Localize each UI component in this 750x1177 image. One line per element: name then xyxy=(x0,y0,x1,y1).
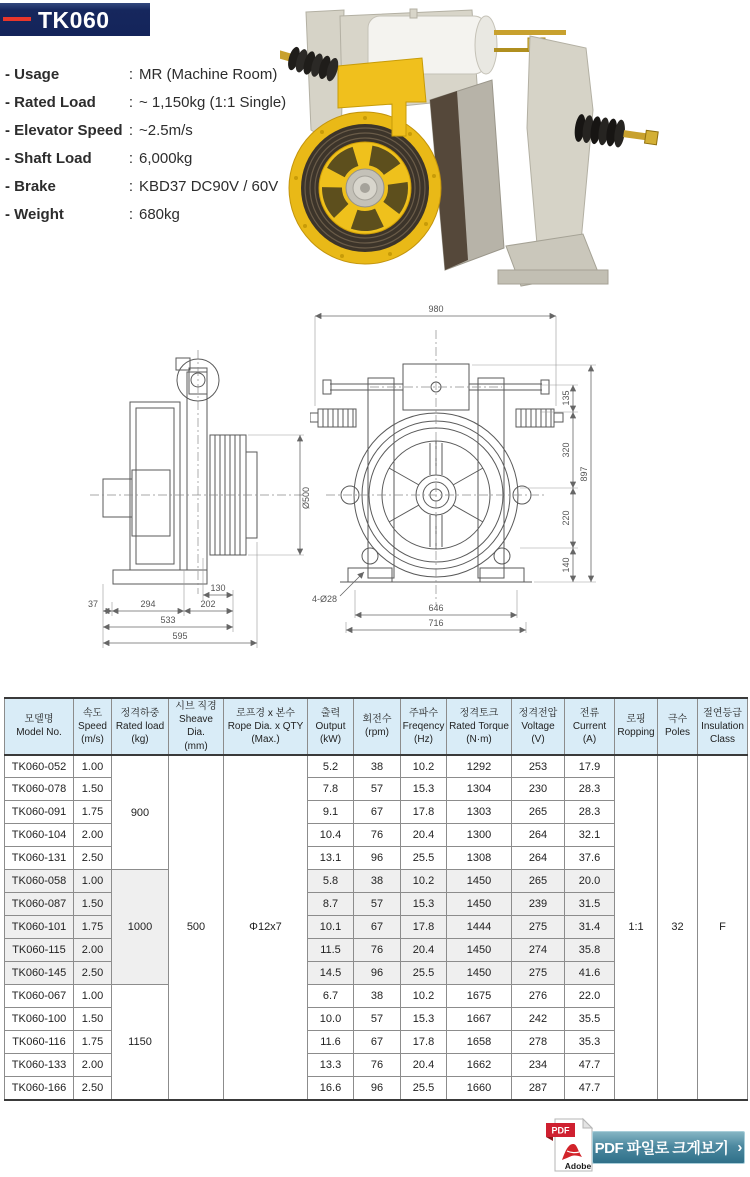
cell-voltage: 287 xyxy=(512,1077,565,1100)
col-header-ropping: 로핑 Ropping xyxy=(615,698,658,755)
spec-row-rated-load: - Rated Load : ~ 1,150kg (1:1 Single) xyxy=(5,88,355,116)
cell-frequency: 17.8 xyxy=(401,1031,447,1054)
cell-frequency: 17.8 xyxy=(401,801,447,824)
cell-current: 32.1 xyxy=(565,824,615,847)
cell-rpm: 38 xyxy=(354,755,401,778)
cell-torque: 1450 xyxy=(447,893,512,916)
cell-frequency: 15.3 xyxy=(401,1008,447,1031)
cell-sheave-dia: 500 xyxy=(169,755,224,1100)
spec-table-body xyxy=(5,755,748,1100)
cell-rpm: 38 xyxy=(354,870,401,893)
dim-label-202: 202 xyxy=(200,599,216,609)
cell-torque: 1658 xyxy=(447,1031,512,1054)
cell-output: 6.7 xyxy=(308,985,354,1008)
cell-frequency: 15.3 xyxy=(401,778,447,801)
cell-torque: 1660 xyxy=(447,1077,512,1100)
cell-model: TK060-078 xyxy=(5,778,74,801)
spec-value: MR (Machine Room) xyxy=(139,65,278,83)
col-header-rated-load: 정격하중 Rated load (kg) xyxy=(112,698,169,755)
cell-voltage: 265 xyxy=(512,801,565,824)
machine-base xyxy=(498,234,608,286)
col-header-rated-torque: 정격토크 Rated Torque (N·m) xyxy=(447,698,512,755)
cell-speed: 1.50 xyxy=(74,778,112,801)
cell-voltage: 275 xyxy=(512,962,565,985)
cell-torque: 1308 xyxy=(447,847,512,870)
cell-output: 10.1 xyxy=(308,916,354,939)
cell-model: TK060-145 xyxy=(5,962,74,985)
cell-current: 31.4 xyxy=(565,916,615,939)
cell-model: TK060-101 xyxy=(5,916,74,939)
cell-ropping: 1:1 xyxy=(615,755,658,1100)
dim-label-dia500: Ø500 xyxy=(301,486,311,510)
col-header-current: 전류 Current (A) xyxy=(565,698,615,755)
cell-model: TK060-067 xyxy=(5,985,74,1008)
cell-frequency: 10.2 xyxy=(401,985,447,1008)
cell-model: TK060-116 xyxy=(5,1031,74,1054)
dim-label-533: 533 xyxy=(160,615,176,625)
drawing-front-view xyxy=(310,300,615,690)
pdf-tab-shadow xyxy=(546,1137,553,1141)
cell-rpm: 57 xyxy=(354,778,401,801)
cell-frequency: 20.4 xyxy=(401,1054,447,1077)
dim-label-980: 980 xyxy=(428,304,444,314)
cell-output: 5.2 xyxy=(308,755,354,778)
cell-speed: 2.00 xyxy=(74,1054,112,1077)
dim-label-320: 320 xyxy=(561,442,571,458)
pdf-tab-label: PDF xyxy=(551,1125,570,1136)
cell-rpm: 96 xyxy=(354,962,401,985)
cell-torque: 1292 xyxy=(447,755,512,778)
spec-value: 680kg xyxy=(139,205,180,223)
dim-label-220: 220 xyxy=(561,510,571,526)
cell-rpm: 67 xyxy=(354,801,401,824)
cell-current: 37.6 xyxy=(565,847,615,870)
right-bracket xyxy=(527,36,593,264)
dim-label-646: 646 xyxy=(428,603,444,613)
sheave-wheel xyxy=(289,112,441,264)
cell-frequency: 17.8 xyxy=(401,916,447,939)
cell-model: TK060-166 xyxy=(5,1077,74,1100)
dim-label-135: 135 xyxy=(561,390,571,406)
dim-label-595: 595 xyxy=(172,631,188,641)
cell-output: 5.8 xyxy=(308,870,354,893)
cell-speed: 2.00 xyxy=(74,939,112,962)
cell-current: 31.5 xyxy=(565,893,615,916)
cell-model: TK060-058 xyxy=(5,870,74,893)
cell-speed: 1.50 xyxy=(74,1008,112,1031)
cell-model: TK060-087 xyxy=(5,893,74,916)
cell-rpm: 96 xyxy=(354,847,401,870)
cell-output: 13.1 xyxy=(308,847,354,870)
cell-current: 28.3 xyxy=(565,778,615,801)
cell-current: 41.6 xyxy=(565,962,615,985)
drawing-side-view xyxy=(50,302,340,670)
cell-speed: 1.00 xyxy=(74,870,112,893)
cell-rpm: 96 xyxy=(354,1077,401,1100)
cell-voltage: 234 xyxy=(512,1054,565,1077)
pdf-brand-label: Adobe xyxy=(564,1161,592,1171)
chevron-right-icon: › xyxy=(737,1139,743,1156)
cell-frequency: 20.4 xyxy=(401,939,447,962)
dim-label-716: 716 xyxy=(428,618,444,628)
cell-speed: 2.50 xyxy=(74,1077,112,1100)
spec-label: - Rated Load xyxy=(5,93,96,111)
cell-current: 35.5 xyxy=(565,1008,615,1031)
cell-torque: 1450 xyxy=(447,962,512,985)
cell-voltage: 230 xyxy=(512,778,565,801)
cell-voltage: 276 xyxy=(512,985,565,1008)
cell-voltage: 264 xyxy=(512,824,565,847)
cell-insulation: F xyxy=(698,755,748,1100)
pdf-page-fold xyxy=(583,1119,592,1128)
spec-row-usage: - Usage : MR (Machine Room) xyxy=(5,60,355,88)
cell-voltage: 275 xyxy=(512,916,565,939)
cell-model: TK060-100 xyxy=(5,1008,74,1031)
cell-model: TK060-104 xyxy=(5,824,74,847)
col-header-model: 모델명 Model No. xyxy=(5,698,74,755)
title-accent-dash xyxy=(3,17,31,21)
cell-voltage: 274 xyxy=(512,939,565,962)
cell-speed: 1.75 xyxy=(74,1031,112,1054)
cell-rated-load: 900 xyxy=(112,755,169,870)
dim-label-140: 140 xyxy=(561,557,571,573)
cell-rated-load: 1000 xyxy=(112,870,169,985)
spec-row-shaft-load: - Shaft Load : 6,000kg xyxy=(5,144,355,172)
rope-drum xyxy=(430,80,504,270)
spec-value: ~2.5m/s xyxy=(139,121,193,139)
cell-current: 47.7 xyxy=(565,1077,615,1100)
spec-row-weight: - Weight : 680kg xyxy=(5,200,355,228)
col-header-rope: 로프경 x 본수 Rope Dia. x QTY (Max.) xyxy=(224,698,308,755)
cell-model: TK060-133 xyxy=(5,1054,74,1077)
dim-label-130: 130 xyxy=(210,583,226,593)
cell-voltage: 264 xyxy=(512,847,565,870)
cell-current: 20.0 xyxy=(565,870,615,893)
spec-label: - Elevator Speed xyxy=(5,121,123,139)
spec-value: ~ 1,150kg (1:1 Single) xyxy=(139,93,287,111)
cell-torque: 1444 xyxy=(447,916,512,939)
cell-current: 35.3 xyxy=(565,1031,615,1054)
cell-voltage: 239 xyxy=(512,893,565,916)
col-header-poles: 극수 Poles xyxy=(658,698,698,755)
cell-voltage: 242 xyxy=(512,1008,565,1031)
cell-output: 13.3 xyxy=(308,1054,354,1077)
spec-table-head xyxy=(5,698,748,755)
cell-speed: 1.75 xyxy=(74,916,112,939)
cell-speed: 2.50 xyxy=(74,962,112,985)
cell-current: 35.8 xyxy=(565,939,615,962)
cell-model: TK060-131 xyxy=(5,847,74,870)
col-header-voltage: 정격전압 Voltage (V) xyxy=(512,698,565,755)
cell-rpm: 57 xyxy=(354,1008,401,1031)
cell-model: TK060-052 xyxy=(5,755,74,778)
cell-speed: 2.00 xyxy=(74,824,112,847)
cell-output: 10.4 xyxy=(308,824,354,847)
cell-torque: 1450 xyxy=(447,870,512,893)
cell-frequency: 25.5 xyxy=(401,1077,447,1100)
spec-label: - Weight xyxy=(5,205,64,223)
cell-current: 47.7 xyxy=(565,1054,615,1077)
col-header-frequency: 주파수 Freqency (Hz) xyxy=(401,698,447,755)
spec-label: - Brake xyxy=(5,177,56,195)
pdf-button-label: PDF 파일로 크게보기 xyxy=(594,1140,729,1157)
cell-current: 17.9 xyxy=(565,755,615,778)
cell-torque: 1300 xyxy=(447,824,512,847)
cell-model: TK060-115 xyxy=(5,939,74,962)
col-header-speed: 속도 Speed (m/s) xyxy=(74,698,112,755)
cell-speed: 1.50 xyxy=(74,893,112,916)
spec-label: - Shaft Load xyxy=(5,149,92,167)
cell-voltage: 278 xyxy=(512,1031,565,1054)
cell-output: 11.5 xyxy=(308,939,354,962)
cell-rpm: 76 xyxy=(354,1054,401,1077)
cell-rpm: 76 xyxy=(354,939,401,962)
spec-table xyxy=(4,697,748,1101)
cell-current: 22.0 xyxy=(565,985,615,1008)
cell-poles: 32 xyxy=(658,755,698,1100)
cell-output: 16.6 xyxy=(308,1077,354,1100)
cell-model: TK060-091 xyxy=(5,801,74,824)
cell-frequency: 10.2 xyxy=(401,755,447,778)
cell-speed: 1.75 xyxy=(74,801,112,824)
cell-output: 8.7 xyxy=(308,893,354,916)
spec-table-section xyxy=(4,697,748,1101)
cell-voltage: 265 xyxy=(512,870,565,893)
cell-torque: 1303 xyxy=(447,801,512,824)
cell-rpm: 67 xyxy=(354,916,401,939)
cell-torque: 1675 xyxy=(447,985,512,1008)
page-title: TK060 xyxy=(38,7,110,33)
cell-rpm: 38 xyxy=(354,985,401,1008)
cell-current: 28.3 xyxy=(565,801,615,824)
side-view-machine xyxy=(90,350,305,594)
left-spring-drawing xyxy=(310,409,356,427)
page-title-bar xyxy=(0,3,150,36)
cell-torque: 1667 xyxy=(447,1008,512,1031)
spec-row-brake: - Brake : KBD37 DC90V / 60V xyxy=(5,172,355,200)
cell-voltage: 253 xyxy=(512,755,565,778)
col-header-sheave-dia: 시브 직경 Sheave Dia. (mm) xyxy=(169,698,224,755)
cell-output: 10.0 xyxy=(308,1008,354,1031)
cell-output: 14.5 xyxy=(308,962,354,985)
pdf-file-icon[interactable] xyxy=(545,1116,595,1174)
pdf-view-button[interactable] xyxy=(592,1131,745,1164)
cell-rpm: 67 xyxy=(354,1031,401,1054)
cell-torque: 1304 xyxy=(447,778,512,801)
cell-frequency: 15.3 xyxy=(401,893,447,916)
front-view-machine xyxy=(310,330,563,605)
cell-rpm: 76 xyxy=(354,824,401,847)
cell-frequency: 25.5 xyxy=(401,962,447,985)
cell-output: 9.1 xyxy=(308,801,354,824)
cell-rpm: 57 xyxy=(354,893,401,916)
col-header-output: 출력 Output (kW) xyxy=(308,698,354,755)
cell-speed: 2.50 xyxy=(74,847,112,870)
spec-row-elevator-speed: - Elevator Speed : ~2.5m/s xyxy=(5,116,355,144)
spec-value: 6,000kg xyxy=(139,149,193,167)
col-header-rpm: 회전수 (rpm) xyxy=(354,698,401,755)
col-header-insulation: 절연등급 Insulation Class xyxy=(698,698,748,755)
cell-speed: 1.00 xyxy=(74,985,112,1008)
cell-torque: 1662 xyxy=(447,1054,512,1077)
side-view-dimensions xyxy=(88,435,311,648)
cell-frequency: 20.4 xyxy=(401,824,447,847)
product-photo xyxy=(280,8,750,293)
cell-output: 11.6 xyxy=(308,1031,354,1054)
cell-frequency: 25.5 xyxy=(401,847,447,870)
cell-torque: 1450 xyxy=(447,939,512,962)
spec-label: - Usage xyxy=(5,65,60,83)
dim-label-holes: 4-Ø28 xyxy=(312,594,338,604)
dim-label-897: 897 xyxy=(579,466,589,482)
spec-value: KBD37 DC90V / 60V xyxy=(139,177,279,195)
table-row xyxy=(5,755,748,778)
dim-label-294: 294 xyxy=(140,599,156,609)
dim-label-37: 37 xyxy=(87,599,99,609)
cell-speed: 1.00 xyxy=(74,755,112,778)
cell-frequency: 10.2 xyxy=(401,870,447,893)
cell-rated-load: 1150 xyxy=(112,985,169,1100)
front-view-dimensions xyxy=(312,304,596,633)
cell-output: 7.8 xyxy=(308,778,354,801)
cell-rope: Φ12x7 xyxy=(224,755,308,1100)
